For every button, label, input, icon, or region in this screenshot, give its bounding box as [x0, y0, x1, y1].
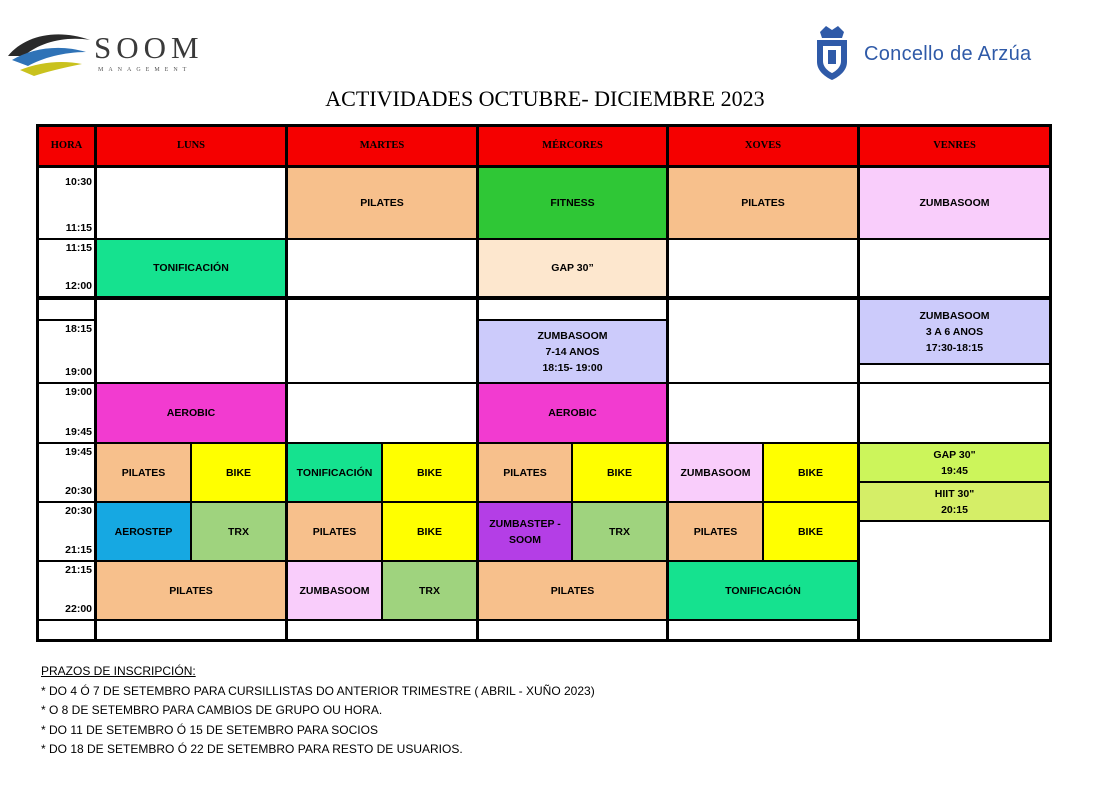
time-end: 12:00 — [65, 280, 92, 292]
empty-cell — [669, 300, 857, 382]
activity-cell — [669, 168, 857, 238]
activity-label: ZUMBASTEP - — [489, 517, 561, 530]
activity-cell — [383, 444, 476, 501]
empty-cell — [479, 621, 666, 639]
time-end: 20:30 — [65, 485, 92, 497]
activity-label: PILATES — [360, 197, 404, 209]
header-hora: HORA — [39, 127, 94, 165]
time-slot — [39, 168, 94, 238]
activity-cell — [288, 503, 381, 560]
time-slot — [39, 240, 94, 296]
activity-label: BIKE — [416, 466, 443, 479]
activity-cell — [860, 300, 1049, 363]
time-slot-empty — [39, 621, 94, 639]
activity-cell — [669, 562, 857, 619]
activity-age: 3 A 6 ANOS — [925, 325, 984, 338]
header-venres: VENRES — [860, 127, 1049, 165]
activity-label: PILATES — [550, 584, 595, 597]
time-start: 21:15 — [65, 564, 92, 576]
activity-label: BIKE — [606, 466, 633, 479]
activity-label: TONIFICACIÓN — [153, 262, 229, 274]
activity-cell — [288, 444, 381, 501]
activity-label: GAP 30" — [933, 448, 976, 461]
activity-cell — [860, 483, 1049, 520]
notes-heading: PRAZOS DE INSCRIPCIÓN: — [41, 664, 196, 678]
activity-label: GAP 30” — [551, 262, 594, 274]
activity-cell — [479, 562, 666, 619]
time-start: 19:45 — [65, 446, 92, 458]
empty-cell — [479, 300, 666, 319]
time-slot — [39, 321, 94, 382]
time-end: 21:15 — [65, 544, 92, 556]
schedule-table — [36, 124, 1052, 642]
activity-label: HIIT 30" — [934, 487, 975, 500]
activity-cell — [192, 444, 285, 501]
time-end: 19:45 — [65, 426, 92, 438]
empty-cell — [288, 384, 476, 442]
empty-cell — [860, 365, 1049, 382]
activity-label: PILATES — [503, 466, 547, 479]
time-slot — [39, 562, 94, 619]
time-slot-empty — [39, 300, 94, 319]
activity-label-cont: SOOM — [508, 533, 542, 546]
activity-label: BIKE — [225, 466, 252, 479]
soom-swoosh-icon — [6, 26, 92, 78]
activity-label: ZUMBASOOM — [680, 466, 751, 479]
activity-cell — [764, 444, 857, 501]
empty-cell — [288, 621, 476, 639]
activity-cell — [764, 503, 857, 560]
empty-cell — [669, 384, 857, 442]
activity-label: ZUMBASOOM — [919, 309, 990, 322]
empty-cell — [669, 240, 857, 296]
time-start: 11:15 — [65, 242, 92, 254]
time-start: 19:00 — [65, 386, 92, 398]
activity-time: 20:15 — [941, 503, 968, 516]
activity-time: 17:30-18:15 — [925, 341, 984, 354]
activity-cell — [860, 168, 1049, 238]
activity-label: PILATES — [693, 525, 738, 538]
empty-cell — [860, 384, 1049, 442]
registration-notes — [41, 662, 595, 760]
activity-cell — [479, 168, 666, 238]
empty-cell — [860, 522, 1049, 639]
empty-cell — [288, 300, 476, 382]
activity-time: 18:15- 19:00 — [542, 361, 603, 374]
notes-line: * O 8 DE SETEMBRO PARA CAMBIOS DE GRUPO OU HORA. — [41, 703, 383, 717]
activity-cell — [669, 444, 762, 501]
time-end: 22:00 — [65, 603, 92, 615]
activity-cell — [288, 562, 381, 619]
activity-label: BIKE — [416, 525, 443, 538]
activity-cell — [573, 503, 666, 560]
activity-cell — [573, 444, 666, 501]
activity-label: PILATES — [121, 466, 166, 479]
activity-label: TONIFICACIÓN — [296, 466, 373, 479]
time-end: 11:15 — [65, 222, 92, 234]
activity-label: PILATES — [312, 525, 357, 538]
activity-cell — [479, 240, 666, 296]
activity-cell — [192, 503, 285, 560]
activity-label: ZUMBASOOM — [537, 329, 608, 342]
empty-cell — [97, 621, 285, 639]
time-slot — [39, 444, 94, 501]
soom-logo-text: SOOM — [94, 30, 204, 65]
activity-cell — [860, 444, 1049, 481]
activity-label: PILATES — [169, 584, 213, 597]
page-title: ACTIVIDADES OCTUBRE- DICIEMBRE 2023 — [325, 86, 765, 111]
activity-label: AEROBIC — [548, 407, 597, 419]
activity-cell — [383, 503, 476, 560]
activity-cell — [479, 503, 571, 560]
time-start: 10:30 — [65, 176, 92, 188]
time-start: 18:15 — [65, 323, 92, 335]
activity-label: BIKE — [797, 525, 824, 538]
coat-of-arms-icon — [812, 24, 852, 82]
notes-line: * DO 11 DE SETEMBRO Ó 15 DE SETEMBRO PARA SOCIOS — [41, 722, 378, 737]
empty-cell — [97, 168, 285, 238]
activity-label: FITNESS — [550, 197, 595, 209]
activity-label: TONIFICACIÓN — [725, 584, 801, 597]
empty-cell — [97, 300, 285, 382]
concello-logo-text: Concello de Arzúa — [864, 43, 1032, 65]
activity-cell — [669, 503, 762, 560]
activity-cell — [383, 562, 476, 619]
header-luns: LUNS — [97, 127, 285, 165]
activity-cell — [97, 503, 190, 560]
time-slot — [39, 384, 94, 442]
activity-cell — [97, 562, 285, 619]
activity-age: 7-14 ANOS — [545, 345, 600, 358]
activity-label: AEROSTEP — [114, 525, 173, 538]
time-end: 19:00 — [65, 366, 92, 378]
notes-line: * DO 4 Ó 7 DE SETEMBRO PARA CURSILLISTAS DO ANTERIOR TRIMESTRE ( ABRIL - XUÑO 2023) — [41, 683, 595, 698]
soom-logo — [6, 26, 231, 82]
activity-cell — [97, 444, 190, 501]
header-martes: MARTES — [288, 127, 476, 165]
soom-logo-subtext: MANAGEMENT — [98, 67, 192, 73]
activity-cell — [97, 240, 285, 296]
empty-cell — [288, 240, 476, 296]
empty-cell — [669, 621, 857, 639]
notes-line: * DO 18 DE SETEMBRO Ó 22 DE SETEMBRO PARA RESTO DE USUARIOS. — [41, 742, 463, 756]
activity-time: 19:45 — [941, 464, 968, 477]
activity-label: TRX — [609, 525, 630, 538]
header-xoves: XOVES — [669, 127, 857, 165]
activity-label: AEROBIC — [166, 407, 216, 419]
time-slot — [39, 503, 94, 560]
empty-cell — [860, 240, 1049, 296]
activity-cell — [97, 384, 285, 442]
activity-label: TRX — [228, 525, 249, 538]
activity-label: TRX — [419, 584, 440, 597]
time-start: 20:30 — [65, 505, 92, 517]
concello-logo — [812, 24, 1072, 84]
activity-label: ZUMBASOOM — [299, 584, 370, 597]
activity-cell — [479, 321, 666, 382]
activity-label: BIKE — [797, 466, 824, 479]
header-mercores: MÉRCORES — [479, 127, 666, 165]
activity-label: PILATES — [741, 197, 785, 209]
activity-cell — [288, 168, 476, 238]
activity-cell — [479, 444, 571, 501]
activity-label: ZUMBASOOM — [919, 197, 990, 209]
activity-cell — [479, 384, 666, 442]
